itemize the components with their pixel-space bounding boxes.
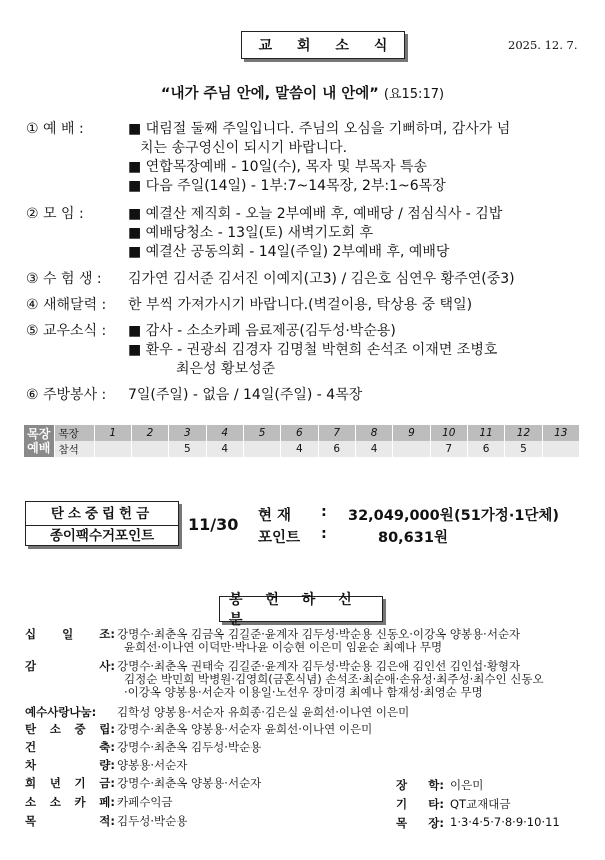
bulletin-date: 2025. 12. 7. (508, 38, 578, 52)
item-line: 7일(주일) - 없음 / 14일(주일) - 4목장 (128, 387, 363, 403)
item-line: ■ 예결산 공동의회 - 14일(주일) 2부예배 후, 예배당 (128, 244, 450, 260)
item-line: ■ 다음 주일(14일) - 1부:7~14목장, 2부:1~6목장 (128, 178, 446, 194)
offering-key: 희 년 기 금: (25, 776, 115, 790)
carbon-fund-box (25, 501, 179, 546)
group-number: 13 (542, 425, 579, 441)
fund-box-line1: 탄소중립헌금 (50, 506, 154, 522)
fund-current-label: 현 재 (258, 508, 292, 524)
fund-current-note: (51가정·1단체) (454, 508, 560, 524)
verse-reference: (요15:17) (383, 87, 445, 102)
fund-current-value: 32,049,000원 (348, 508, 454, 524)
offering-key: 소 소 카 페: (25, 795, 115, 809)
attendance-count: 4 (281, 441, 318, 457)
group-number: 3 (169, 425, 206, 441)
attendance-count: 4 (355, 441, 392, 457)
bulletin-title: 교 회 소 식 (241, 31, 405, 59)
theme-verse (0, 82, 605, 103)
attendance-head: 목장 예배 (24, 425, 54, 457)
offering-key: 건 축: (25, 740, 115, 754)
fund-date: 11/30 (188, 515, 239, 534)
item-label: ③ 수 험 생 : (26, 271, 102, 287)
item-line: ■ 예배당청소 - 13일(토) 새벽기도회 후 (128, 225, 374, 241)
item-label: ② 모 임 : (26, 206, 84, 222)
attendance-count: 5 (169, 441, 206, 457)
fund-box-line2: 종이팩수거포인트 (49, 528, 155, 544)
item-label: ⑤ 교우소식 : (26, 323, 107, 339)
group-number: 12 (505, 425, 542, 441)
offering-key: 감 사: (25, 659, 115, 673)
item-line: 김가연 김서준 김서진 이예지(고3) / 김은호 심연우 황주연(중3) (128, 271, 515, 287)
group-number: 4 (206, 425, 243, 441)
offering-value: 이은미 (450, 778, 484, 792)
item-label: ① 예 배 : (26, 121, 84, 137)
verse-text: “내가 주님 안에, 말씀이 내 안에” (160, 86, 379, 102)
item-line: ■ 환우 - 권광쇠 김경자 김명철 박현희 손석조 이재면 조병호 (128, 342, 498, 358)
row-label: 참석 (54, 441, 94, 457)
offering-key: 목 장: (396, 816, 444, 830)
attendance-count: 5 (505, 441, 542, 457)
group-number: 6 (281, 425, 318, 441)
item-line: 치는 송구영신이 되시기 바랍니다. (140, 140, 348, 156)
attendance-count: 6 (318, 441, 355, 457)
attendance-count (393, 441, 430, 457)
attendance-count (542, 441, 579, 457)
group-number: 10 (430, 425, 467, 441)
offering-key: 탄 소 중 립: (25, 722, 115, 736)
table-row (24, 441, 580, 457)
fund-colon: : (321, 504, 327, 520)
item-line: 최은성 황보성준 (176, 361, 276, 377)
attendance-count (94, 441, 131, 457)
group-number: 2 (131, 425, 168, 441)
item-line: 한 부씩 가져가시기 바랍니다.(벽걸이용, 탁상용 중 택일) (128, 297, 473, 313)
offering-key: 장 학: (396, 778, 444, 792)
attendance-count: 6 (467, 441, 504, 457)
fund-point-value: 80,631원 (378, 530, 448, 546)
offering-key: 기 타: (396, 797, 444, 811)
offering-title: 봉 헌 하 신 분 (219, 596, 383, 622)
group-number: 5 (243, 425, 280, 441)
attendance-table (24, 425, 580, 457)
item-line: ■ 감사 - 소소카페 음료제공(김두성·박순용) (128, 323, 396, 339)
item-label: ⑥ 주방봉사 : (26, 387, 107, 403)
attendance-count: 4 (206, 441, 243, 457)
item-line: ■ 대림절 둘째 주일입니다. 주님의 오심을 기뻐하며, 감사가 넘 (128, 121, 511, 137)
offering-value: 1·3·4·5·7·8·9·10·11 (450, 815, 560, 829)
item-label: ④ 새해달력 : (26, 297, 107, 313)
group-number: 11 (467, 425, 504, 441)
group-number: 8 (355, 425, 392, 441)
fund-point-label: 포인트 (258, 530, 301, 546)
attendance-count: 7 (430, 441, 467, 457)
row-label: 목장 (54, 425, 94, 441)
offering-key: 십 일 조: (25, 627, 115, 641)
item-line: ■ 예결산 제직회 - 오늘 2부예배 후, 예배당 / 점심식사 - 김밥 (128, 206, 503, 222)
table-row (24, 425, 580, 441)
attendance-count (131, 441, 168, 457)
offering-value: QT교재대금 (450, 797, 511, 811)
attendance-count (243, 441, 280, 457)
fund-colon: : (321, 526, 327, 542)
group-number: 1 (94, 425, 131, 441)
offering-key: 예수사랑나눔: (25, 705, 97, 719)
item-line: ■ 연합목장예배 - 10일(수), 목자 및 부목자 특송 (128, 159, 428, 175)
group-number: 9 (393, 425, 430, 441)
offering-key: 목 적: (25, 814, 115, 828)
group-number: 7 (318, 425, 355, 441)
offering-key: 차 량: (25, 758, 115, 772)
